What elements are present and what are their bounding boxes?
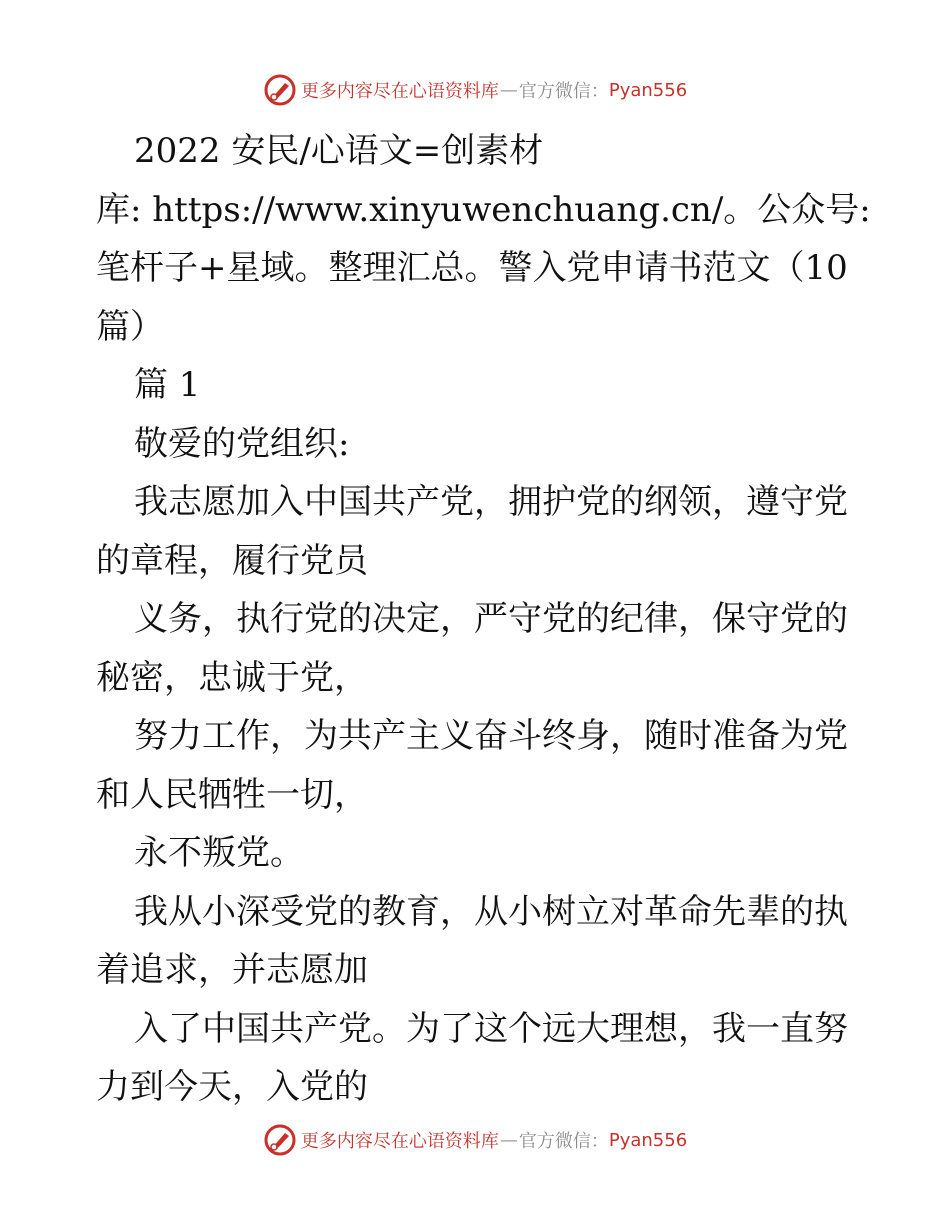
text-line: 笔杆子+星域。整理汇总。警入党申请书范文（10	[96, 248, 848, 288]
text-line: 敬爱的党组织:	[134, 423, 350, 464]
banner-slogan: 更多内容尽在心语资料库	[300, 81, 499, 102]
brush-logo-icon	[263, 1123, 297, 1157]
text-line: 篇 1	[134, 365, 201, 405]
text-line: 我志愿加入中国共产党，拥护党的纲领，遵守党	[134, 482, 848, 522]
banner-wechat-label: 官方微信：	[518, 1131, 609, 1152]
text-line: 库: https://www.xinyuwenchuang.cn/。公众号:	[96, 189, 871, 230]
banner-wechat-label: 官方微信：	[518, 81, 609, 102]
banner-slogan: 更多内容尽在心语资料库	[300, 1131, 499, 1152]
text-line: 的章程，履行党员	[96, 540, 368, 581]
text-line: 永不叛党。	[134, 833, 304, 873]
document-body	[96, 122, 871, 1117]
text-line: 力到今天，入党的	[96, 1067, 368, 1107]
brush-logo-icon	[263, 73, 297, 107]
text-line: 秘密，忠诚于党，	[96, 657, 368, 698]
text-line: 着追求，并志愿加	[96, 950, 368, 990]
text-line: 2022 安民/心语文=创素材	[134, 131, 544, 171]
text-line: 入了中国共产党。为了这个远大理想，我一直努	[134, 1008, 848, 1049]
text-line: 我从小深受党的教育，从小树立对革命先辈的执	[134, 891, 848, 932]
header-banner	[0, 70, 950, 110]
text-line: 篇）	[96, 306, 164, 347]
banner-separator: —	[499, 79, 518, 101]
banner-wechat-id: Pyan556	[608, 79, 688, 101]
banner-wechat-id: Pyan556	[608, 1129, 688, 1151]
text-line: 义务，执行党的决定，严守党的纪律，保守党的	[134, 599, 848, 639]
banner-separator: —	[499, 1129, 518, 1151]
text-line: 努力工作，为共产主义奋斗终身，随时准备为党	[134, 716, 848, 756]
text-line: 和人民牺牲一切，	[96, 774, 368, 815]
footer-banner	[0, 1120, 950, 1160]
